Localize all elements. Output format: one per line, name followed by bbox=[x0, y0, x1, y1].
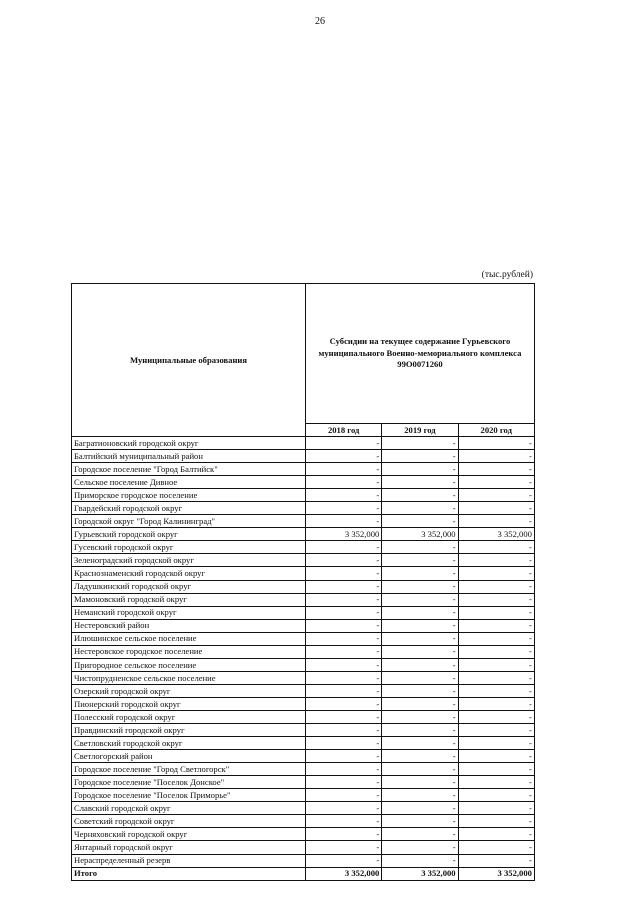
row-2018: - bbox=[306, 476, 382, 489]
row-name: Илюшинское сельское поселение bbox=[72, 632, 306, 645]
row-2018: - bbox=[306, 554, 382, 567]
row-name: Городской округ "Город Калининград" bbox=[72, 515, 306, 528]
row-2019: - bbox=[382, 515, 458, 528]
row-2019: - bbox=[382, 554, 458, 567]
header-year-2019: 2019 год bbox=[382, 424, 458, 437]
row-2019: - bbox=[382, 724, 458, 737]
row-2020: - bbox=[458, 737, 534, 750]
row-name: Неманский городской округ bbox=[72, 606, 306, 619]
row-name: Городское поселение "Поселок Донское" bbox=[72, 776, 306, 789]
row-2018: - bbox=[306, 750, 382, 763]
row-name: Балтийский муниципальный район bbox=[72, 450, 306, 463]
row-2018: 3 352,000 bbox=[306, 528, 382, 541]
table-row bbox=[72, 802, 535, 815]
row-2019: - bbox=[382, 697, 458, 710]
row-name: Славский городской округ bbox=[72, 802, 306, 815]
row-name: Ладушкинский городской округ bbox=[72, 580, 306, 593]
row-2019: - bbox=[382, 776, 458, 789]
header-subsidy: Субсидии на текущее содержание Гурьевского муниципального Военно-мемориального комплекса 99О0071260 bbox=[306, 284, 535, 424]
row-2018: - bbox=[306, 789, 382, 802]
row-name: Полесский городской округ bbox=[72, 710, 306, 723]
row-2019: - bbox=[382, 476, 458, 489]
row-2020: - bbox=[458, 763, 534, 776]
row-2019: - bbox=[382, 763, 458, 776]
table-row bbox=[72, 489, 535, 502]
row-2019: - bbox=[382, 463, 458, 476]
row-name: Городское поселение "Поселок Приморье" bbox=[72, 789, 306, 802]
row-2020: - bbox=[458, 802, 534, 815]
row-2020: - bbox=[458, 554, 534, 567]
table-row bbox=[72, 515, 535, 528]
table-row bbox=[72, 841, 535, 854]
row-2019: - bbox=[382, 632, 458, 645]
table-row bbox=[72, 724, 535, 737]
table-row bbox=[72, 606, 535, 619]
row-2018: - bbox=[306, 841, 382, 854]
table-row bbox=[72, 567, 535, 580]
row-2019: - bbox=[382, 841, 458, 854]
row-2020: - bbox=[458, 724, 534, 737]
row-2020: - bbox=[458, 450, 534, 463]
row-2018: - bbox=[306, 463, 382, 476]
row-2018: - bbox=[306, 437, 382, 450]
row-name: Сельское поселение Дивное bbox=[72, 476, 306, 489]
row-2020: - bbox=[458, 776, 534, 789]
row-name: Мамоновский городской округ bbox=[72, 593, 306, 606]
row-2020: - bbox=[458, 841, 534, 854]
row-2019: - bbox=[382, 593, 458, 606]
row-2019: - bbox=[382, 789, 458, 802]
table-row bbox=[72, 658, 535, 671]
row-2020: - bbox=[458, 658, 534, 671]
header-municipality: Муниципальные образования bbox=[72, 284, 306, 437]
row-2018: - bbox=[306, 619, 382, 632]
row-2020: - bbox=[458, 476, 534, 489]
row-2019: - bbox=[382, 750, 458, 763]
row-2020: - bbox=[458, 645, 534, 658]
row-2018: - bbox=[306, 645, 382, 658]
row-name: Пионерский городской округ bbox=[72, 697, 306, 710]
table-row bbox=[72, 541, 535, 554]
row-2020: - bbox=[458, 489, 534, 502]
total-2019: 3 352,000 bbox=[382, 867, 458, 880]
row-2020: - bbox=[458, 632, 534, 645]
table-row bbox=[72, 437, 535, 450]
row-2019: - bbox=[382, 854, 458, 867]
row-name: Нестеровское городское поселение bbox=[72, 645, 306, 658]
row-name: Гусевский городской округ bbox=[72, 541, 306, 554]
row-2020: - bbox=[458, 854, 534, 867]
table-row bbox=[72, 463, 535, 476]
row-name: Нераспределенный резерв bbox=[72, 854, 306, 867]
row-name: Краснознаменский городской округ bbox=[72, 567, 306, 580]
table-row bbox=[72, 789, 535, 802]
row-2020: - bbox=[458, 750, 534, 763]
row-name: Городское поселение "Город Балтийск" bbox=[72, 463, 306, 476]
row-name: Городское поселение "Город Светлогорск" bbox=[72, 763, 306, 776]
row-2020: - bbox=[458, 502, 534, 515]
row-2020: - bbox=[458, 619, 534, 632]
row-2018: - bbox=[306, 593, 382, 606]
row-2020: 3 352,000 bbox=[458, 528, 534, 541]
row-2019: - bbox=[382, 437, 458, 450]
row-name: Гурьевский городской округ bbox=[72, 528, 306, 541]
row-2020: - bbox=[458, 671, 534, 684]
row-2018: - bbox=[306, 828, 382, 841]
row-name: Гвардейский городской округ bbox=[72, 502, 306, 515]
row-name: Зеленоградский городской округ bbox=[72, 554, 306, 567]
row-2018: - bbox=[306, 567, 382, 580]
row-2020: - bbox=[458, 789, 534, 802]
row-name: Нестеровский район bbox=[72, 619, 306, 632]
row-2018: - bbox=[306, 763, 382, 776]
row-2019: - bbox=[382, 450, 458, 463]
row-2018: - bbox=[306, 502, 382, 515]
row-2018: - bbox=[306, 450, 382, 463]
row-2018: - bbox=[306, 802, 382, 815]
row-2019: - bbox=[382, 489, 458, 502]
table-body bbox=[72, 437, 535, 868]
row-name: Правдинский городской округ bbox=[72, 724, 306, 737]
table-row bbox=[72, 528, 535, 541]
table-row bbox=[72, 697, 535, 710]
total-2018: 3 352,000 bbox=[306, 867, 382, 880]
row-2019: - bbox=[382, 828, 458, 841]
row-2020: - bbox=[458, 815, 534, 828]
row-2018: - bbox=[306, 737, 382, 750]
row-2018: - bbox=[306, 606, 382, 619]
table-row bbox=[72, 828, 535, 841]
row-2019: - bbox=[382, 606, 458, 619]
row-2018: - bbox=[306, 724, 382, 737]
row-2020: - bbox=[458, 710, 534, 723]
row-2020: - bbox=[458, 437, 534, 450]
row-2020: - bbox=[458, 580, 534, 593]
row-2018: - bbox=[306, 671, 382, 684]
row-name: Багратионовский городской округ bbox=[72, 437, 306, 450]
row-2018: - bbox=[306, 854, 382, 867]
table-row bbox=[72, 593, 535, 606]
row-2019: - bbox=[382, 567, 458, 580]
row-name: Янтарный городской округ bbox=[72, 841, 306, 854]
row-2019: - bbox=[382, 802, 458, 815]
row-2018: - bbox=[306, 580, 382, 593]
row-2018: - bbox=[306, 815, 382, 828]
table-row bbox=[72, 671, 535, 684]
row-name: Советский городской округ bbox=[72, 815, 306, 828]
row-2020: - bbox=[458, 697, 534, 710]
row-2020: - bbox=[458, 593, 534, 606]
units-label: (тыс.рублей) bbox=[481, 270, 533, 280]
row-2019: - bbox=[382, 502, 458, 515]
row-2020: - bbox=[458, 828, 534, 841]
row-2019: - bbox=[382, 737, 458, 750]
total-2020: 3 352,000 bbox=[458, 867, 534, 880]
table-row bbox=[72, 684, 535, 697]
table-row bbox=[72, 815, 535, 828]
row-2018: - bbox=[306, 632, 382, 645]
total-row bbox=[72, 867, 535, 880]
table-row bbox=[72, 750, 535, 763]
row-2019: - bbox=[382, 658, 458, 671]
row-2018: - bbox=[306, 776, 382, 789]
table-row bbox=[72, 502, 535, 515]
row-2020: - bbox=[458, 567, 534, 580]
table-row bbox=[72, 476, 535, 489]
row-2020: - bbox=[458, 515, 534, 528]
table-row bbox=[72, 619, 535, 632]
header-year-2018: 2018 год bbox=[306, 424, 382, 437]
row-2019: - bbox=[382, 541, 458, 554]
row-2019: 3 352,000 bbox=[382, 528, 458, 541]
row-2019: - bbox=[382, 619, 458, 632]
row-2020: - bbox=[458, 541, 534, 554]
row-2018: - bbox=[306, 515, 382, 528]
row-2019: - bbox=[382, 671, 458, 684]
page-number: 26 bbox=[315, 16, 325, 27]
row-2018: - bbox=[306, 684, 382, 697]
row-2020: - bbox=[458, 606, 534, 619]
row-2019: - bbox=[382, 815, 458, 828]
row-name: Приморское городское поселение bbox=[72, 489, 306, 502]
row-2019: - bbox=[382, 684, 458, 697]
row-name: Светловский городской округ bbox=[72, 737, 306, 750]
row-name: Светлогорский район bbox=[72, 750, 306, 763]
table-row bbox=[72, 554, 535, 567]
row-2019: - bbox=[382, 710, 458, 723]
table-row bbox=[72, 632, 535, 645]
row-2018: - bbox=[306, 697, 382, 710]
total-label: Итого bbox=[72, 867, 306, 880]
table-row bbox=[72, 450, 535, 463]
row-2020: - bbox=[458, 463, 534, 476]
table-row bbox=[72, 580, 535, 593]
subsidy-table bbox=[71, 283, 535, 881]
row-2018: - bbox=[306, 489, 382, 502]
row-name: Чистопрудненское сельское поселение bbox=[72, 671, 306, 684]
row-2020: - bbox=[458, 684, 534, 697]
table-row bbox=[72, 763, 535, 776]
table-row bbox=[72, 710, 535, 723]
row-name: Озерский городской округ bbox=[72, 684, 306, 697]
row-2019: - bbox=[382, 645, 458, 658]
header-year-2020: 2020 год bbox=[458, 424, 534, 437]
row-name: Черняховский городской округ bbox=[72, 828, 306, 841]
table-row bbox=[72, 854, 535, 867]
row-2018: - bbox=[306, 710, 382, 723]
table-row bbox=[72, 645, 535, 658]
table-row bbox=[72, 776, 535, 789]
table-row bbox=[72, 737, 535, 750]
row-2018: - bbox=[306, 541, 382, 554]
row-2019: - bbox=[382, 580, 458, 593]
row-name: Пригородное сельское поселение bbox=[72, 658, 306, 671]
row-2018: - bbox=[306, 658, 382, 671]
